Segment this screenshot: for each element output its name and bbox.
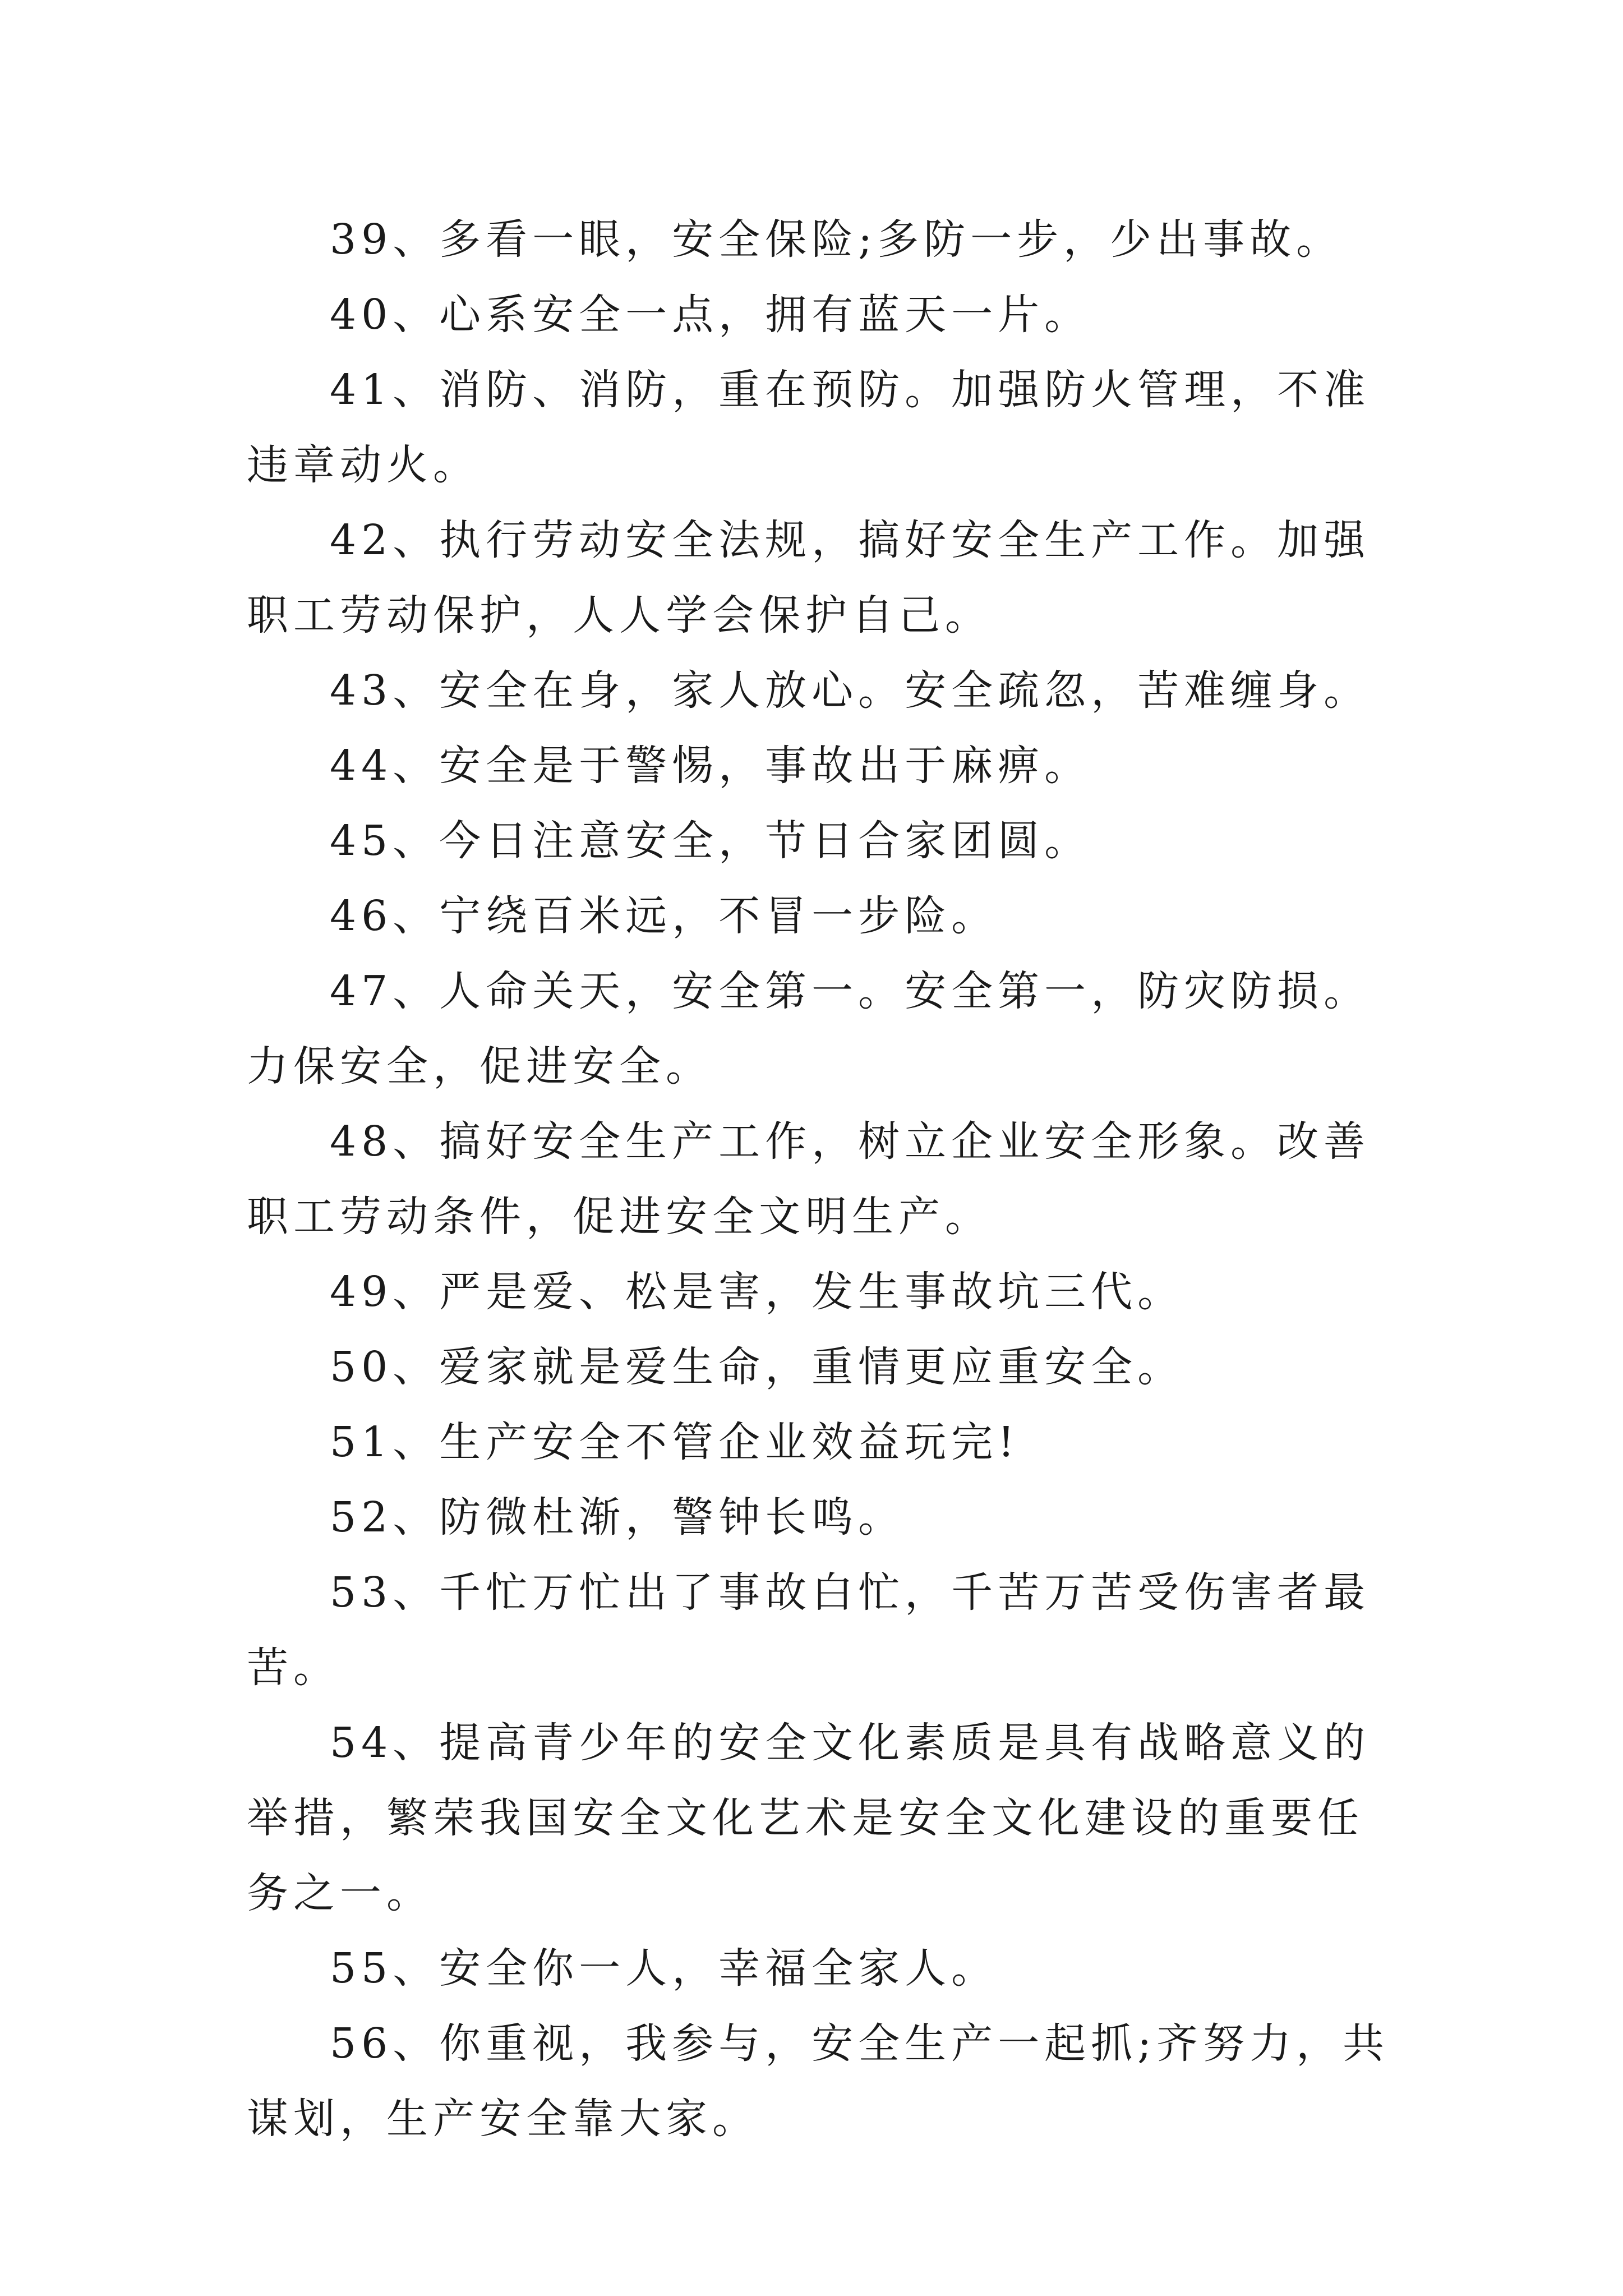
document-body xyxy=(247,202,1391,2156)
slogan-50: 50、爱家就是爱生命，重情更应重安全。 xyxy=(330,1343,1184,1391)
slogan-56: 56、你重视，我参与，安全生产一起抓;齐努力，共谋划，生产安全靠大家。 xyxy=(247,2019,1390,2143)
slogan-48: 48、搞好安全生产工作，树立企业安全形象。改善职工劳动条件，促进安全文明生产。 xyxy=(247,1117,1371,1241)
slogan-52: 52、防微杜渐，警钟长鸣。 xyxy=(330,1493,905,1542)
slogan-40: 40、心系安全一点，拥有蓝天一片。 xyxy=(330,291,1091,339)
slogan-53: 53、千忙万忙出了事故白忙，千苦万苦受伤害者最苦。 xyxy=(247,1568,1371,1692)
slogan-49: 49、严是爱、松是害，发生事故坑三代。 xyxy=(330,1268,1184,1316)
slogan-54: 54、提高青少年的安全文化素质是具有战略意义的举措，繁荣我国安全文化艺术是安全文化建设的重要任务之一。 xyxy=(247,1719,1371,1917)
slogan-55: 55、安全你一人，幸福全家人。 xyxy=(330,1944,998,1993)
slogan-44: 44、安全是于警惕，事故出于麻痹。 xyxy=(330,742,1091,790)
slogan-43: 43、安全在身，家人放心。安全疏忽，苦难缠身。 xyxy=(330,666,1371,715)
slogan-45: 45、今日注意安全，节日合家团圆。 xyxy=(330,817,1091,865)
slogan-39: 39、多看一眼，安全保险;多防一步，少出事故。 xyxy=(330,215,1343,264)
slogan-42: 42、执行劳动安全法规，搞好安全生产工作。加强职工劳动保护，人人学会保护自己。 xyxy=(247,516,1371,639)
slogan-46: 46、宁绕百米远，不冒一步险。 xyxy=(330,892,998,940)
slogan-51: 51、生产安全不管企业效益玩完! xyxy=(330,1418,1020,1466)
slogan-41: 41、消防、消防，重在预防。加强防火管理，不准违章动火。 xyxy=(247,366,1371,489)
slogan-47: 47、人命关天，安全第一。安全第一，防灾防损。力保安全，促进安全。 xyxy=(247,967,1371,1091)
